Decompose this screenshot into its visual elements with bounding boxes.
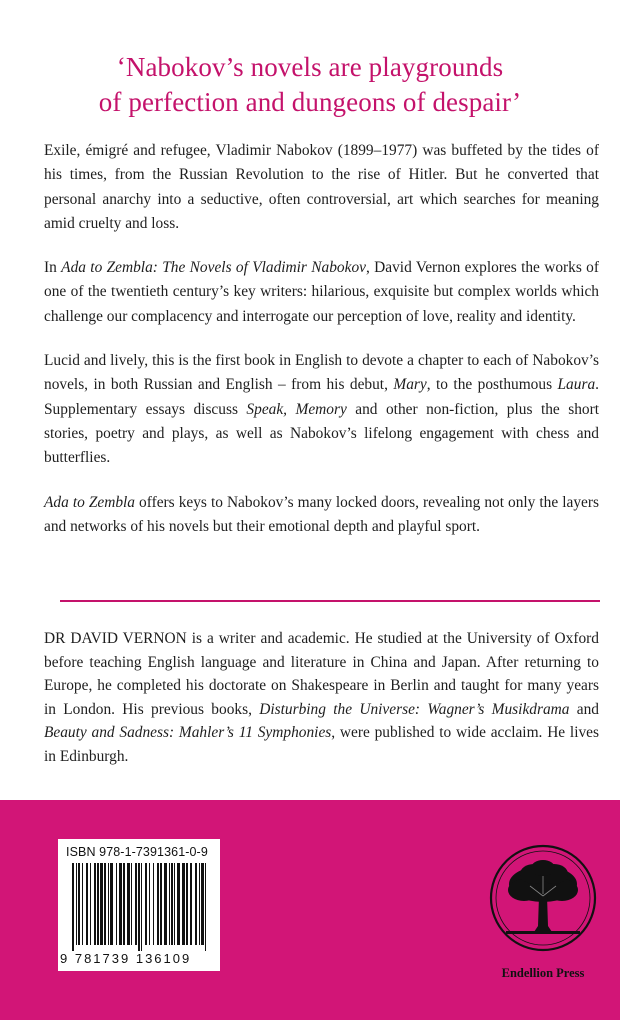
barcode-bar [78,863,80,945]
barcode-bar [131,863,132,945]
barcode-bar [149,863,150,945]
blurb-paragraph-1: Exile, émigré and refugee, Vladimir Nabokov (1899–1977) was buffeted by the tides of his times, from the Russian Revolution to the rise of Hitler. But he converted that personal anarchy into a seductive, often controversial, art which searches for meaning amid cruelty and loss. [44,142,599,232]
isbn-label: ISBN 978-1-7391361-0-9 [66,845,208,859]
barcode-bar [199,863,200,945]
blurb-p3-text-b: , to the posthumous [426,376,558,394]
blurb [44,139,599,559]
tree-seal-icon [484,838,602,962]
publisher-mark [484,838,602,988]
barcode-bar [201,863,204,945]
barcode-bar [205,863,206,951]
publisher-name: Endellion Press [501,966,585,980]
blurb-p3-text-a: Lucid and lively, this is the first book in English to devote a chapter to each of Nabokov’s novels, in both Russian and English – from his debut, [44,352,599,394]
barcode-bar [164,863,167,945]
barcode-bar [153,863,154,945]
blurb-p4-text: offers keys to Nabokov’s many locked doors, revealing not only the layers and networks of his novels but their emotional depth and playful sport. [44,493,599,535]
barcode-bar [182,863,185,945]
bio-book-2: Beauty and Sadness: Mahler’s 11 Symphonies [44,724,332,741]
blurb-p2-text-b: , David Vernon explores the works of one of the twentieth century’s key writers: hilarious, exquisite but complex worlds which challenge our complacency and interrogate our perception of love, reality and identity. [44,259,600,325]
barcode-bar [138,863,140,951]
barcode-bar [119,863,122,945]
pull-quote-line-2: of perfection and dungeons of despair’ [98,87,522,117]
barcode-icon [66,863,212,951]
barcode-panel [58,839,220,971]
barcode-bar [90,863,91,945]
pull-quote [30,50,590,120]
barcode-bar [86,863,88,945]
barcode-bar [127,863,130,945]
blurb-p2-text-a: In [44,259,62,277]
barcode-bar [186,863,188,945]
barcode-bar [72,863,74,951]
barcode-bar [195,863,197,945]
bio-book-1: Disturbing the Universe: Wagner’s Musikdrama [259,700,570,718]
barcode-bar [190,863,192,945]
barcode-bar [108,863,109,945]
barcode-digits: 9 781739 136109 [60,951,192,966]
blurb-p3-text-c: . Supplementary essays discuss [44,376,599,418]
blurb-paragraph-4 [44,491,599,540]
barcode-bar [160,863,162,945]
author-bio [44,627,599,768]
barcode-bar [157,863,159,945]
barcode-bar [171,863,173,945]
bio-text-c: , were published to wide acclaim. He lives in Edinburgh. [44,724,599,765]
author-bio-paragraph [44,627,599,768]
title-ada-to-zembla: Ada to Zembla [44,493,136,511]
barcode-bar [97,863,99,945]
blurb-p3-text-d: and other non-fiction, plus the short stories, poetry and plays, as well as Nabokov’s lifelong engagement with chess and butterflies. [44,400,600,467]
barcode-bar [169,863,170,945]
barcode-bar [116,863,117,945]
blurb-paragraph-3 [44,349,599,470]
bio-text-b: and [569,700,599,718]
barcode-bar [104,863,106,945]
barcode-bar [135,863,137,945]
barcode-bar [174,863,175,945]
title-mary: Mary [393,376,427,394]
barcode-bar [145,863,147,945]
title-laura: Laura [557,376,596,394]
barcode-bar [100,863,103,945]
book-title-italic: Ada to Zembla: The Novels of Vladimir Nabokov [61,259,366,277]
title-speak-memory: Speak, Memory [246,400,347,418]
barcode-bar [82,863,83,945]
blurb-paragraph-2 [44,256,599,329]
barcode-bar [177,863,180,945]
bio-text-a: DR DAVID VERNON is a writer and academic. He studied at the University of Oxford before teaching English language and literature in China and Japan. After returning to Europe, he completed his doctorate on Shakespeare in Berlin and taught for many years in London. His previous books, [44,630,599,718]
barcode-bar [76,863,77,945]
divider-rule [60,600,600,602]
barcode-bar [110,863,113,945]
barcode-bar [141,863,142,951]
barcode-bar [94,863,96,945]
pull-quote-line-1: ‘Nabokov’s novels are playgrounds [116,52,504,82]
barcode-bar [123,863,125,945]
